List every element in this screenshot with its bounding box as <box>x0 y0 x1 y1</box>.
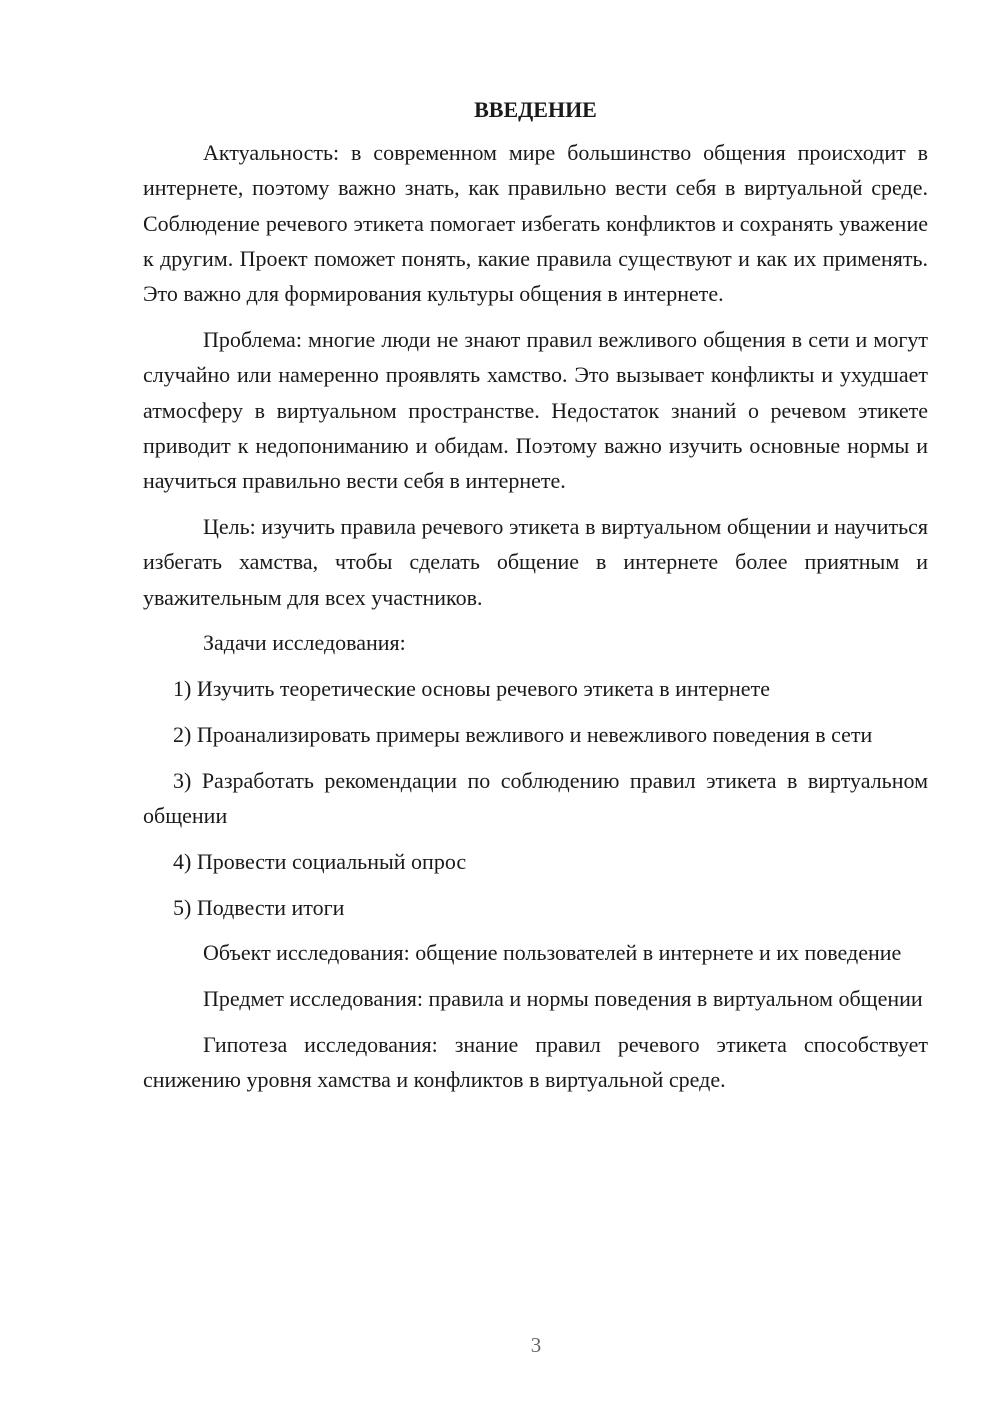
paragraph-problem: Проблема: многие люди не знают правил вежливого общения в сети и могут случайно или намеренно проявлять хамство. Это вызывает конфликты и ухудшает атмосферу в виртуальном пространстве. Недостаток знаний о речевом этикете приводит к недопониманию и обидам. Поэтому важно изучить основные нормы и научиться правильно вести себя в интернете. <box>143 326 928 494</box>
task-item-4: 4) Провести социальный опрос <box>173 848 467 874</box>
task-item-2: 2) Проанализировать примеры вежливого и невежливого поведения в сети <box>173 721 873 747</box>
task-item-3: 3) Разработать рекомендации по соблюдению правил этикета в виртуальном общении <box>143 767 928 829</box>
paragraph-relevance: Актуальность: в современном мире большинство общения происходит в интернете, поэтому важно знать, как правильно вести себя в виртуальной среде. Соблюдение речевого этикета помогает избегать конфликтов и сохранять уважение к другим. Проект поможет понять, какие правила существуют и как их применять. Это важно для формирования культуры общения в интернете. <box>143 140 928 307</box>
task-item-1: 1) Изучить теоретические основы речевого этикета в интернете <box>173 676 770 702</box>
section-title: ВВЕДЕНИЕ <box>474 97 597 122</box>
tasks-heading: Задачи исследования: <box>203 630 406 656</box>
paragraph-subject: Предмет исследования: правила и нормы поведения в виртуальном общении <box>203 986 923 1012</box>
paragraph-hypothesis: Гипотеза исследования: знание правил речевого этикета способствует снижению уровня хамства и конфликтов в виртуальной среде. <box>143 1032 928 1093</box>
paragraph-goal: Цель: изучить правила речевого этикета в виртуальном общении и научиться избегать хамства, чтобы сделать общение в интернете более приятным и уважительным для всех участников. <box>143 513 928 610</box>
task-item-5: 5) Подвести итоги <box>173 894 345 920</box>
page-number: 3 <box>530 1333 542 1357</box>
paragraph-object: Объект исследования: общение пользователей в интернете и их поведение <box>203 940 902 966</box>
document-body <box>143 92 928 1108</box>
